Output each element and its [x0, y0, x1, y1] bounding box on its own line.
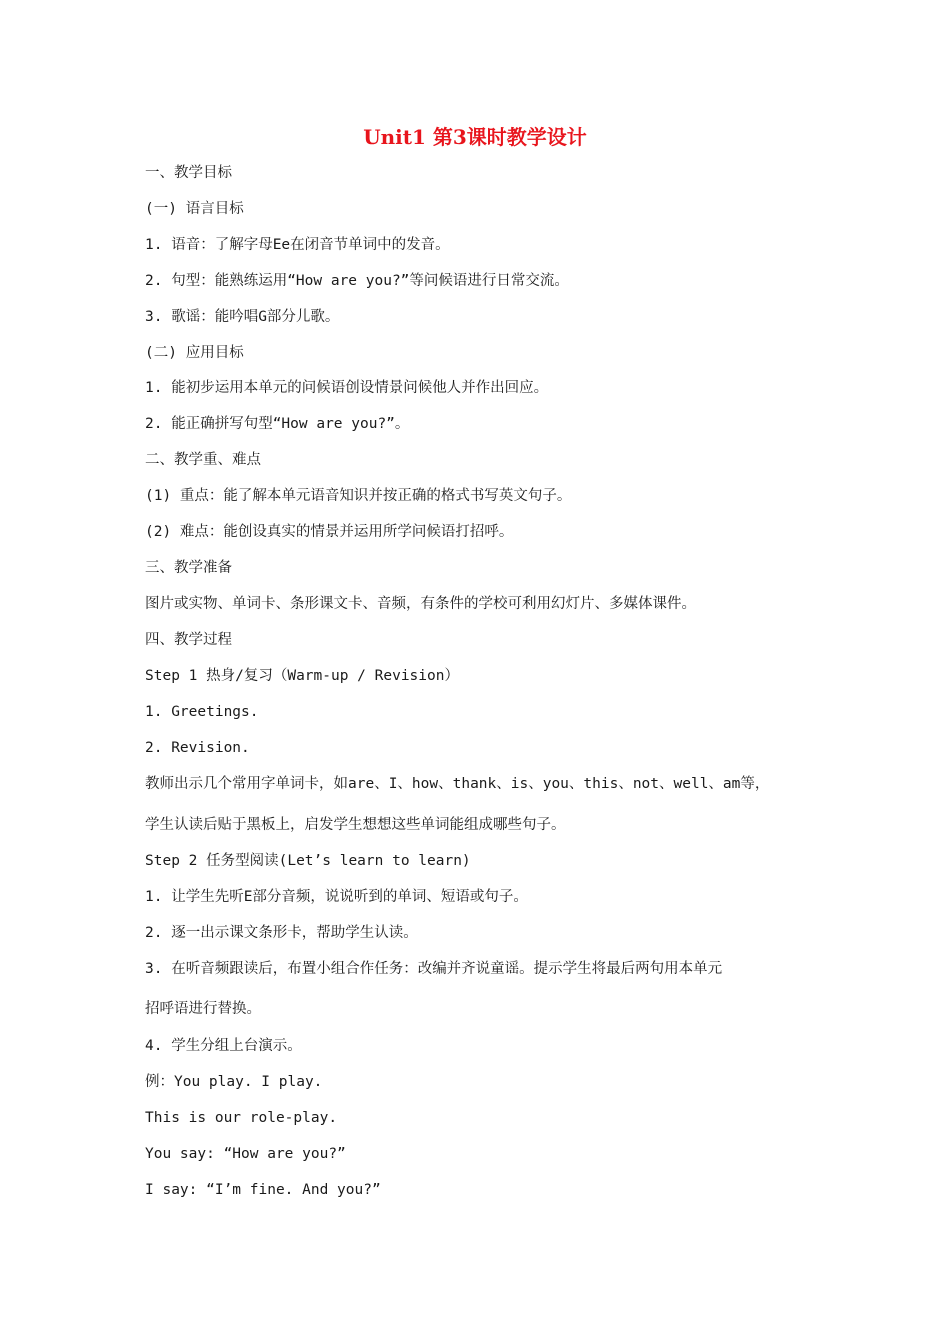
- document-title: Unit1 第3课时教学设计: [363, 125, 587, 149]
- step-heading: Step 1 热身/复习（Warm-up / Revision）: [145, 668, 459, 684]
- step-heading: Step 2 任务型阅读(Let’s learn to learn): [145, 853, 471, 869]
- list-item: 2. Revision.: [145, 740, 250, 756]
- list-item: (1) 重点：能了解本单元语音知识并按正确的格式书写英文句子。: [145, 488, 572, 504]
- paragraph: 图片或实物、单词卡、条形课文卡、音频，有条件的学校可利用幻灯片、多媒体课件。: [145, 596, 696, 612]
- paragraph: 招呼语进行替换。: [145, 1001, 261, 1017]
- subheading-application-goals: (二) 应用目标: [145, 345, 244, 361]
- list-item: 2. 逐一出示课文条形卡，帮助学生认读。: [145, 925, 418, 941]
- list-item: 4. 学生分组上台演示。: [145, 1038, 302, 1054]
- list-item: 1. 能初步运用本单元的问候语创设情景问候他人并作出回应。: [145, 380, 549, 396]
- list-item: 1. 语音：了解字母Ee在闭音节单词中的发音。: [145, 237, 450, 253]
- paragraph: 学生认读后贴于黑板上，启发学生想想这些单词能组成哪些句子。: [145, 817, 566, 833]
- list-item: 1. 让学生先听E部分音频，说说听到的单词、短语或句子。: [145, 889, 528, 905]
- section-heading-key-points: 二、教学重、难点: [145, 452, 261, 468]
- list-item: (2) 难点：能创设真实的情景并运用所学问候语打招呼。: [145, 524, 514, 540]
- section-heading-process: 四、教学过程: [145, 632, 232, 648]
- subheading-language-goals: (一) 语言目标: [145, 201, 244, 217]
- list-item: 2. 句型：能熟练运用“How are you?”等问候语进行日常交流。: [145, 273, 569, 289]
- section-heading-preparation: 三、教学准备: [145, 560, 232, 576]
- paragraph: 教师出示几个常用字单词卡，如are、I、how、thank、is、you、this、not、well、am等，: [145, 776, 770, 792]
- example-line: 例：You play. I play.: [145, 1074, 323, 1090]
- list-item: 3. 在听音频跟读后，布置小组合作任务：改编并齐说童谣。提示学生将最后两句用本单元: [145, 961, 723, 977]
- list-item: 2. 能正确拼写句型“How are you?”。: [145, 416, 410, 432]
- example-line: I say: “I’m fine. And you?”: [145, 1182, 381, 1198]
- example-line: This is our role-play.: [145, 1110, 338, 1126]
- list-item: 1. Greetings.: [145, 704, 259, 720]
- section-heading-objectives: 一、教学目标: [145, 165, 232, 181]
- example-line: You say: “How are you?”: [145, 1146, 346, 1162]
- list-item: 3. 歌谣：能吟唱G部分儿歌。: [145, 309, 340, 325]
